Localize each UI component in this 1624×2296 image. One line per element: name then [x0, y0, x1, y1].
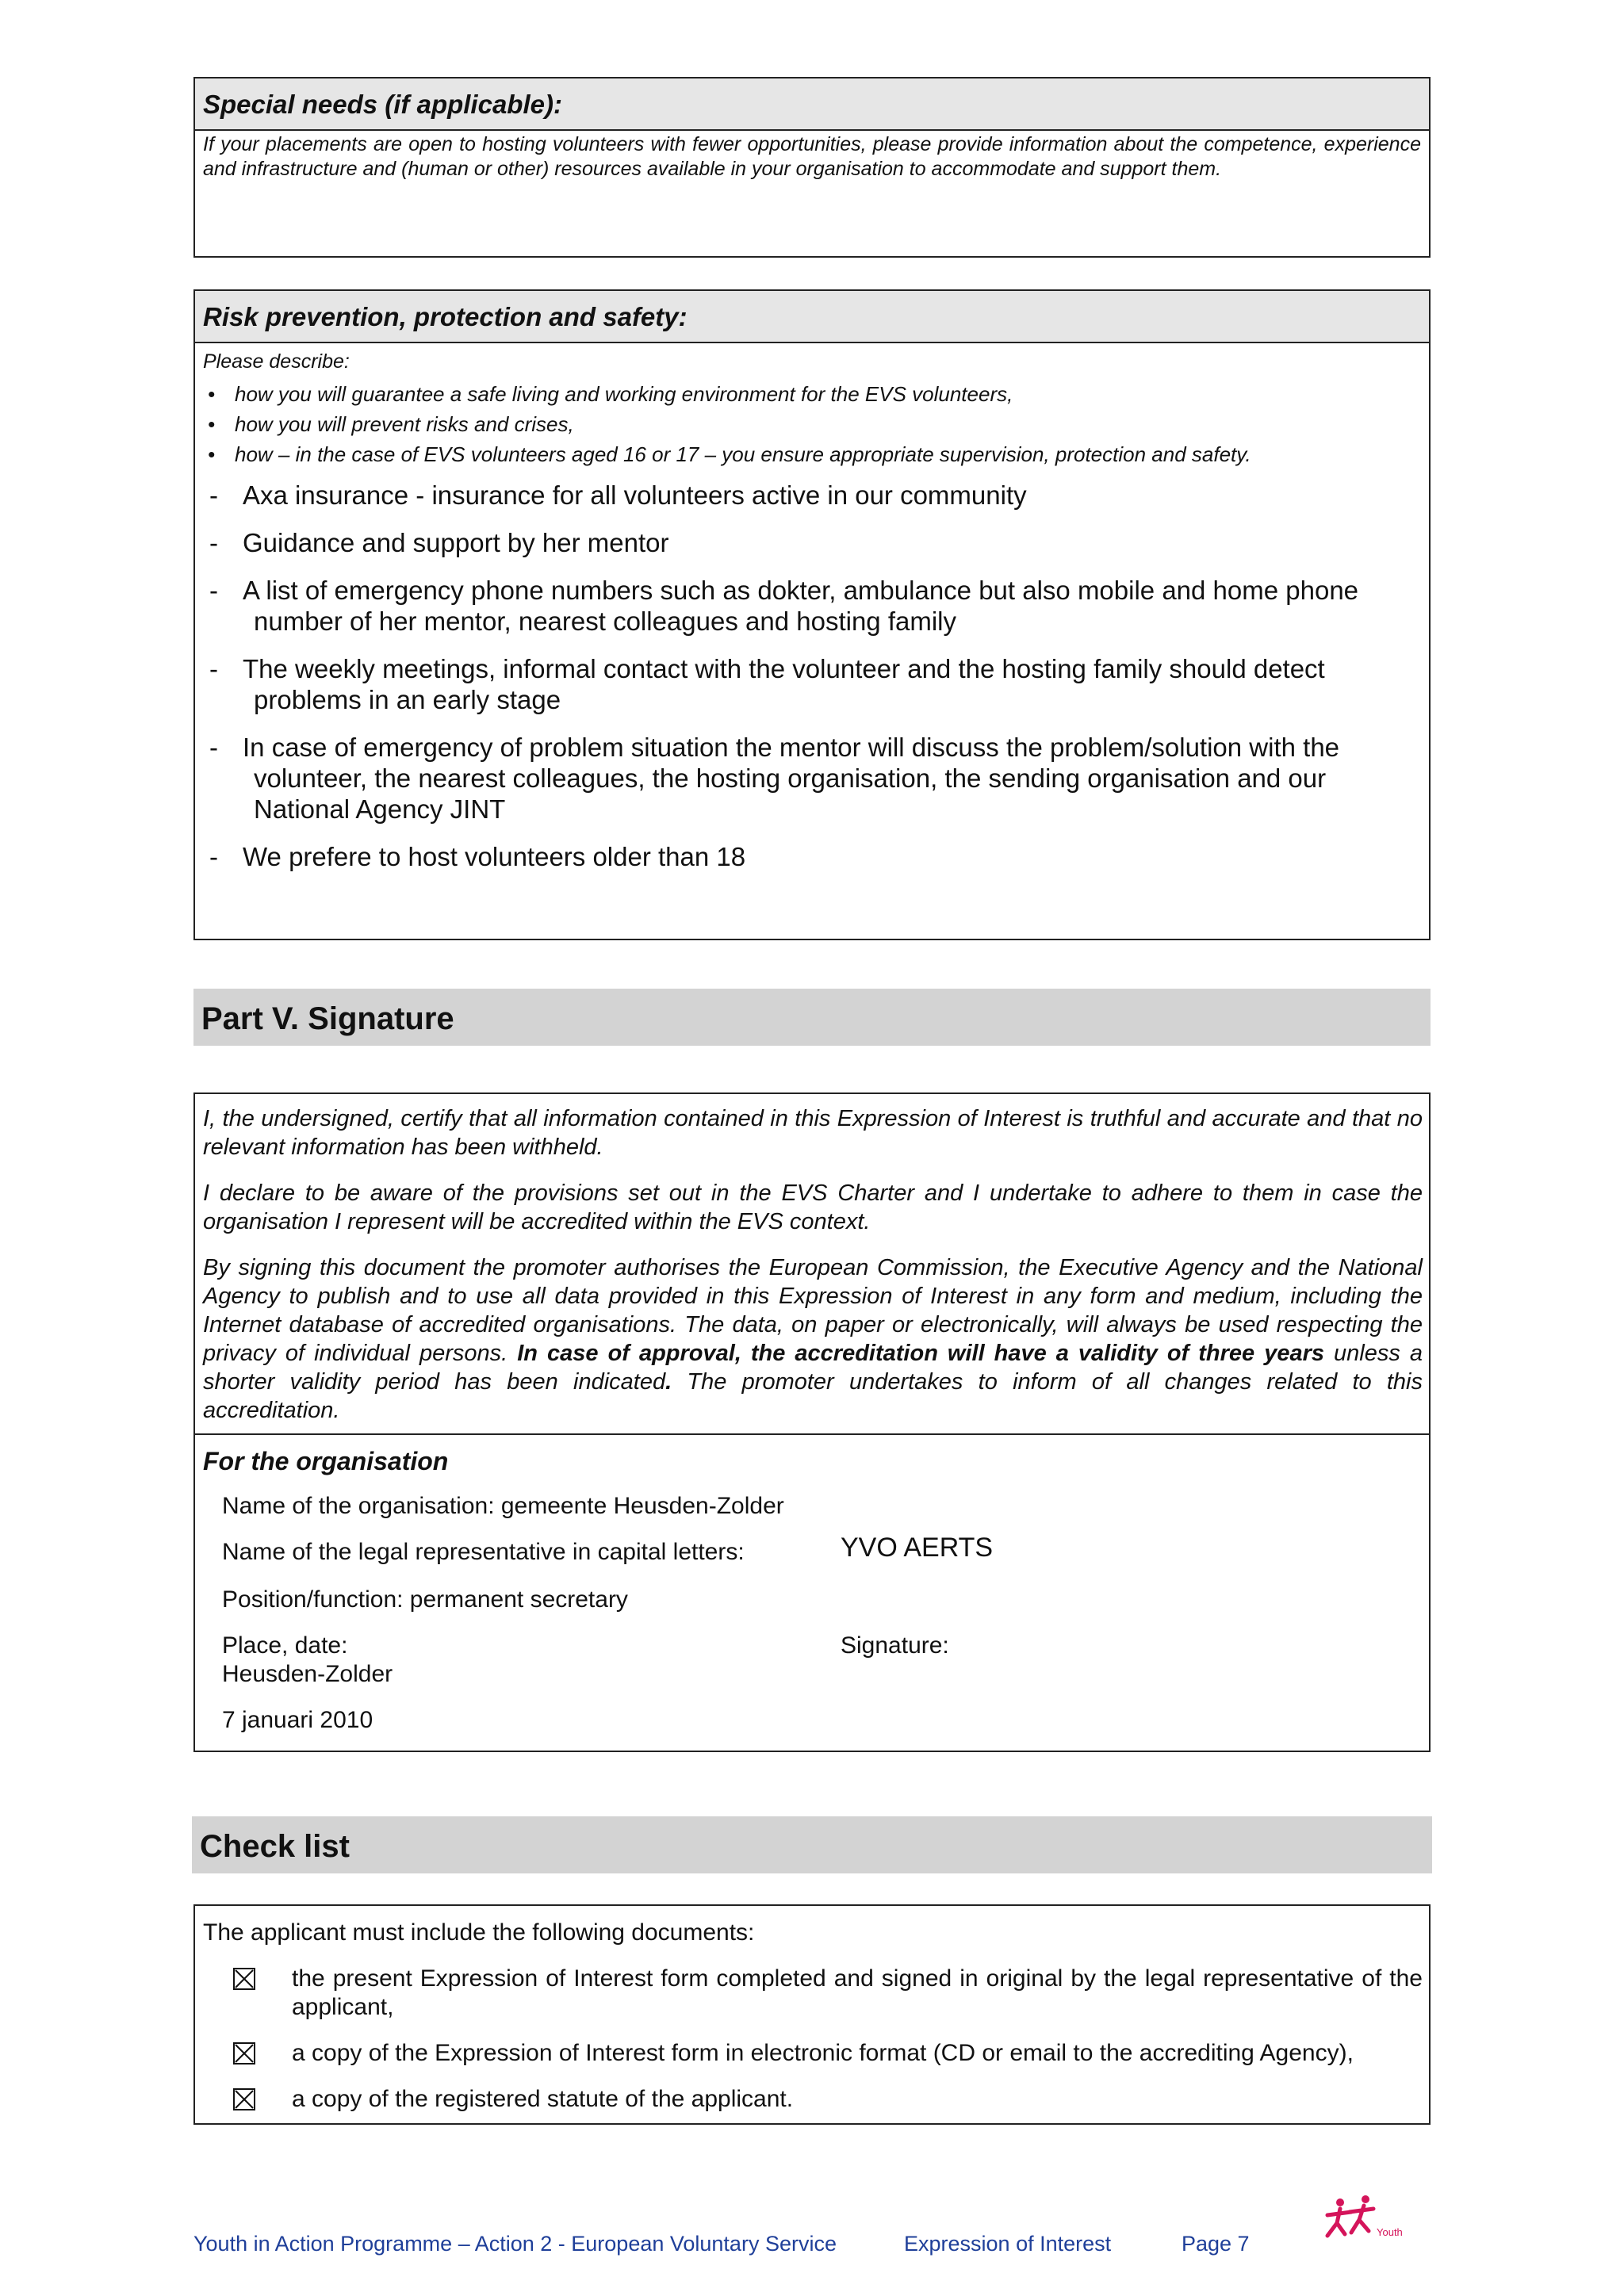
- list-item: - We prefere to host volunteers older than 18: [209, 842, 746, 871]
- declaration-para-1: I, the undersigned, certify that all information contained in this Expression of Interest is truthful and accurate and that no relevant information has been withheld.: [203, 1106, 1423, 1160]
- list-item: - In case of emergency of problem situation the mentor will discuss the problem/solution with the volunteer, the nearest colleagues, the hosting organisation, the sending organisation and our National Agency JINT: [209, 733, 1340, 824]
- declaration: [195, 1094, 1429, 1435]
- checklist-box: [193, 1904, 1431, 2125]
- youth-logo-icon: [1316, 2195, 1411, 2250]
- org-name: Name of the organisation: gemeente Heusden-Zolder: [222, 1493, 784, 1519]
- youth-logo: [1316, 2195, 1411, 2250]
- legal-rep-value: YVO AERTS: [841, 1533, 994, 1563]
- bullet-icon: •: [208, 382, 216, 406]
- date-value: 7 januari 2010: [222, 1707, 373, 1733]
- special-needs-instruction: If your placements are open to hosting volunteers with fewer opportunities, please provide information about the competence, experience and infrastructure and (human or other) resources available in your organisation to accommodate and support them.: [203, 133, 1421, 180]
- checklist-item: a copy of the registered statute of the applicant.: [195, 2085, 1423, 2114]
- place-date-row: [222, 1632, 1421, 1689]
- list-item: • how – in the case of EVS volunteers aged 16 or 17 – you ensure appropriate supervision, protection and safety.: [203, 439, 1421, 469]
- checklist-heading: Check list: [192, 1816, 1432, 1873]
- risk-title: Risk prevention, protection and safety:: [195, 291, 1429, 343]
- checklist-item: a copy of the Expression of Interest form in electronic format (CD or email to the accrediting Agency),: [195, 2039, 1423, 2068]
- place-value: Heusden-Zolder: [222, 1661, 393, 1687]
- list-item: • how you will prevent risks and crises,: [203, 409, 1421, 439]
- legal-rep-label: Name of the legal representative in capital letters:: [222, 1539, 745, 1565]
- list-item: • how you will guarantee a safe living and working environment for the EVS volunteers,: [203, 379, 1421, 409]
- special-needs-box: [193, 77, 1431, 258]
- organisation-section: [195, 1435, 1429, 1735]
- checklist-item: the present Expression of Interest form completed and signed in original by the legal representative of the applicant,: [195, 1965, 1423, 2022]
- checked-box-icon: [233, 2088, 255, 2110]
- list-item: - Axa insurance - insurance for all volunteers active in our community: [209, 480, 1027, 510]
- footer-doc: Expression of Interest: [904, 2232, 1112, 2256]
- place-date-label: Place, date:: [222, 1632, 348, 1659]
- risk-answers: [203, 480, 1421, 872]
- special-needs-title: Special needs (if applicable):: [195, 78, 1429, 131]
- declaration-para-3: By signing this document the promoter authorises the European Commission, the Executive Agency and the National Agency to publish and to use all data provided in this Expression of Interest in any form and medium, including the Internet database of accredited organisations. The data, on paper or electronically, will always be used respecting the privacy of individual persons. In case of approval, the accreditation will have a validity of three years unless a shorter validity period has been indicated. The promoter undertakes to inform of all changes related to this accreditation.: [203, 1255, 1423, 1423]
- list-item: - Guidance and support by her mentor: [209, 528, 669, 557]
- youth-logo-text: Youth: [1377, 2226, 1403, 2238]
- bullet-icon: •: [208, 442, 216, 466]
- checked-box-icon: [233, 1968, 255, 1990]
- signature-box: [193, 1093, 1431, 1752]
- risk-bullets: [203, 379, 1421, 469]
- checked-box-icon: [233, 2042, 255, 2064]
- legal-rep-row: [222, 1533, 1421, 1568]
- footer-programme: Youth in Action Programme – Action 2 - European Voluntary Service: [193, 2232, 837, 2256]
- risk-intro: Please describe:: [203, 350, 350, 373]
- list-item: - The weekly meetings, informal contact with the volunteer and the hosting family should detect problems in an early stage: [209, 654, 1325, 714]
- part-v-heading: Part V. Signature: [193, 989, 1431, 1046]
- checklist-intro: The applicant must include the following documents:: [203, 1919, 755, 1946]
- position: Position/function: permanent secretary: [222, 1586, 628, 1613]
- list-item: - A list of emergency phone numbers such as dokter, ambulance but also mobile and home phone number of her mentor, nearest colleagues and hosting family: [209, 576, 1359, 636]
- bullet-icon: •: [208, 412, 216, 436]
- declaration-para-2: I declare to be aware of the provisions set out in the EVS Charter and I undertake to adhere to them in case the organisation I represent will be accredited within the EVS context.: [203, 1181, 1423, 1234]
- org-heading: For the organisation: [203, 1447, 449, 1475]
- signature-label: Signature:: [841, 1632, 949, 1659]
- risk-box: [193, 289, 1431, 940]
- footer-page: Page 7: [1182, 2232, 1250, 2256]
- org-fields: [203, 1492, 1421, 1735]
